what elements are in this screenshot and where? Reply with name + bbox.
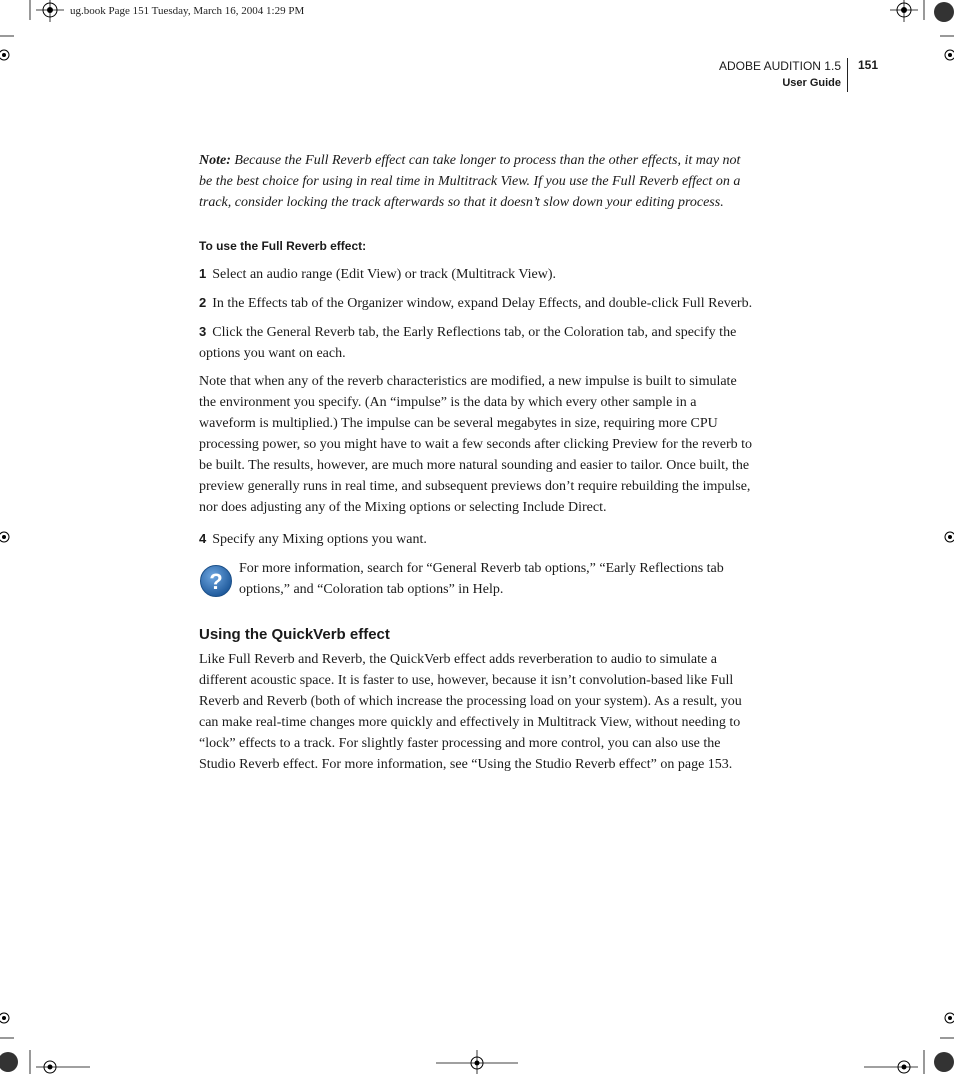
help-question-icon bbox=[199, 564, 233, 598]
header-product: ADOBE AUDITION 1.5 bbox=[718, 59, 841, 73]
print-slug: ug.book Page 151 Tuesday, March 16, 2004 1:29 PM bbox=[70, 5, 305, 17]
registration-mark-bottom-center bbox=[436, 1050, 518, 1074]
help-tip bbox=[199, 558, 755, 600]
section-heading: Using the QuickVerb effect bbox=[199, 626, 390, 643]
step-number: 4 bbox=[199, 531, 207, 546]
registration-mark-top-left bbox=[36, 0, 64, 22]
help-tip-text: For more information, search for “General Reverb tab options,” “Early Reflections tab options,” and “Coloration tab options” in Help. bbox=[239, 561, 724, 597]
crop-mark-bottom-left bbox=[0, 1004, 90, 1074]
step-text: Click the General Reverb tab, the Early Reflections tab, or the Coloration tab, and specify the options you want on each. bbox=[199, 325, 737, 361]
page-content bbox=[199, 150, 755, 782]
step-number: 1 bbox=[199, 266, 207, 281]
step-2 bbox=[199, 292, 755, 314]
note-paragraph bbox=[199, 150, 755, 213]
step-text: Select an audio range (Edit View) or track (Multitrack View). bbox=[212, 267, 557, 282]
registration-mark-right-middle bbox=[938, 526, 954, 548]
crop-mark-top-left bbox=[0, 0, 40, 70]
note-text: Because the Full Reverb effect can take longer to process than the other effects, it may not be the best choice for using in real time in Multitrack View. If you use the Full Reverb effect on a track, consider locking the track afterwards so that it doesn’t slow down your editing process. bbox=[199, 153, 741, 210]
registration-mark-left-middle bbox=[0, 526, 16, 548]
page-number: 151 bbox=[858, 58, 879, 72]
step-number: 2 bbox=[199, 295, 207, 310]
section-body: Like Full Reverb and Reverb, the QuickVerb effect adds reverberation to audio to simulate a different acoustic space. It is faster to use, however, because it isn’t convolution-based like Full Reverb and Reverb (both of which increase the processing load on your system). As a result, you can make real-time changes more quickly and effectively in Multitrack View, without needing to “lock” effects to a track. For slightly faster processing and more control, you can also use the Studio Reverb effect. For more information, see “Using the Studio Reverb effect” on page 153. bbox=[199, 652, 742, 772]
crop-mark-bottom-right bbox=[864, 1004, 954, 1074]
step-4 bbox=[199, 528, 755, 550]
svg-text:?: ? bbox=[209, 569, 223, 594]
step-text: Specify any Mixing options you want. bbox=[212, 532, 427, 547]
step-text: In the Effects tab of the Organizer window, expand Delay Effects, and double-click Full Reverb. bbox=[212, 296, 753, 311]
running-header bbox=[719, 58, 848, 92]
step-3 bbox=[199, 321, 755, 364]
step-3-explanation: Note that when any of the reverb characteristics are modified, a new impulse is built to simulate the environment you specify. (An “impulse” is the data by which every other sample in a waveform is multiplied.) The impulse can be several megabytes in size, requiring more CPU processing power, so you might have to wait a few seconds after clicking Preview for the reverb to be built. The results, however, are much more natural sounding and easier to tailor. Once built, the preview generally runs in real time, and subsequent previews don’t require rebuilding the impulse, nor does adjusting any of the Mixing options or selecting Include Direct. bbox=[199, 374, 753, 515]
crop-mark-top-right bbox=[914, 0, 954, 70]
step-number: 3 bbox=[199, 324, 207, 339]
step-1 bbox=[199, 263, 755, 285]
note-label: Note: bbox=[199, 153, 231, 168]
procedure-title: To use the Full Reverb effect: bbox=[199, 239, 367, 253]
header-guide: User Guide bbox=[782, 77, 841, 89]
